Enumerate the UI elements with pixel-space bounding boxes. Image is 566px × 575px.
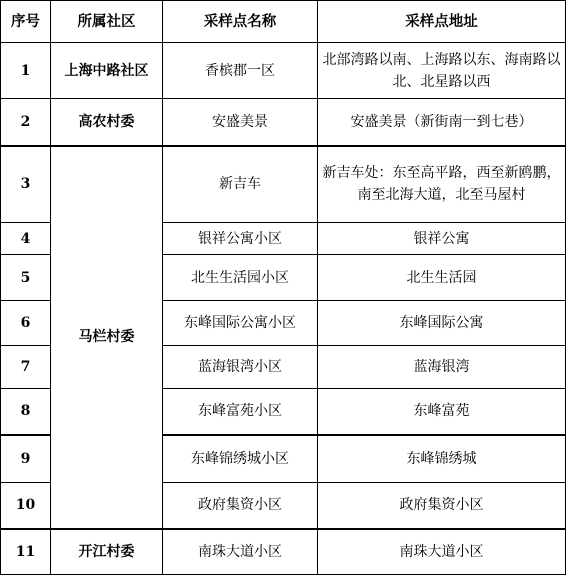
row-site-name: 南珠大道小区 xyxy=(163,529,318,575)
row-site-name: 蓝海银湾小区 xyxy=(163,346,318,389)
row-index: 5 xyxy=(1,255,51,301)
row-community: 高农村委 xyxy=(51,99,163,146)
table-row xyxy=(1,43,566,99)
row-site-name: 北生生活园小区 xyxy=(163,255,318,301)
row-index: 10 xyxy=(1,483,51,529)
row-community: 马栏村委 xyxy=(51,146,163,529)
row-site-name: 东峰富苑小区 xyxy=(163,389,318,435)
row-site-address: 东峰富苑 xyxy=(318,389,566,435)
header-site-name: 采样点名称 xyxy=(163,1,318,43)
row-index: 3 xyxy=(1,146,51,223)
row-index: 9 xyxy=(1,435,51,483)
row-site-name: 新吉车 xyxy=(163,146,318,223)
table-header-row xyxy=(1,1,566,43)
row-index: 8 xyxy=(1,389,51,435)
header-index: 序号 xyxy=(1,1,51,43)
row-site-address: 银祥公寓 xyxy=(318,223,566,255)
table-row xyxy=(1,529,566,575)
row-index: 2 xyxy=(1,99,51,146)
row-site-name: 政府集资小区 xyxy=(163,483,318,529)
row-site-name: 香槟郡一区 xyxy=(163,43,318,99)
row-index: 6 xyxy=(1,301,51,346)
row-community: 开江村委 xyxy=(51,529,163,575)
row-site-address: 北部湾路以南、上海路以东、海南路以北、北星路以西 xyxy=(318,43,566,99)
row-site-name: 安盛美景 xyxy=(163,99,318,146)
row-site-name: 东峰锦绣城小区 xyxy=(163,435,318,483)
row-site-address: 政府集资小区 xyxy=(318,483,566,529)
table-row xyxy=(1,146,566,223)
row-site-address: 东峰锦绣城 xyxy=(318,435,566,483)
row-index: 7 xyxy=(1,346,51,389)
row-site-address: 蓝海银湾 xyxy=(318,346,566,389)
row-site-address: 南珠大道小区 xyxy=(318,529,566,575)
header-site-address: 采样点地址 xyxy=(318,1,566,43)
row-site-address: 新吉车处：东至高平路，西至新鸥鹏，南至北海大道，北至马屋村 xyxy=(318,146,566,223)
row-site-address: 北生生活园 xyxy=(318,255,566,301)
row-site-address: 安盛美景（新街南一到七巷） xyxy=(318,99,566,146)
header-community: 所属社区 xyxy=(51,1,163,43)
row-index: 4 xyxy=(1,223,51,255)
row-site-address: 东峰国际公寓 xyxy=(318,301,566,346)
row-index: 11 xyxy=(1,529,51,575)
table-row xyxy=(1,99,566,146)
row-site-name: 东峰国际公寓小区 xyxy=(163,301,318,346)
row-site-name: 银祥公寓小区 xyxy=(163,223,318,255)
row-index: 1 xyxy=(1,43,51,99)
row-community: 上海中路社区 xyxy=(51,43,163,99)
